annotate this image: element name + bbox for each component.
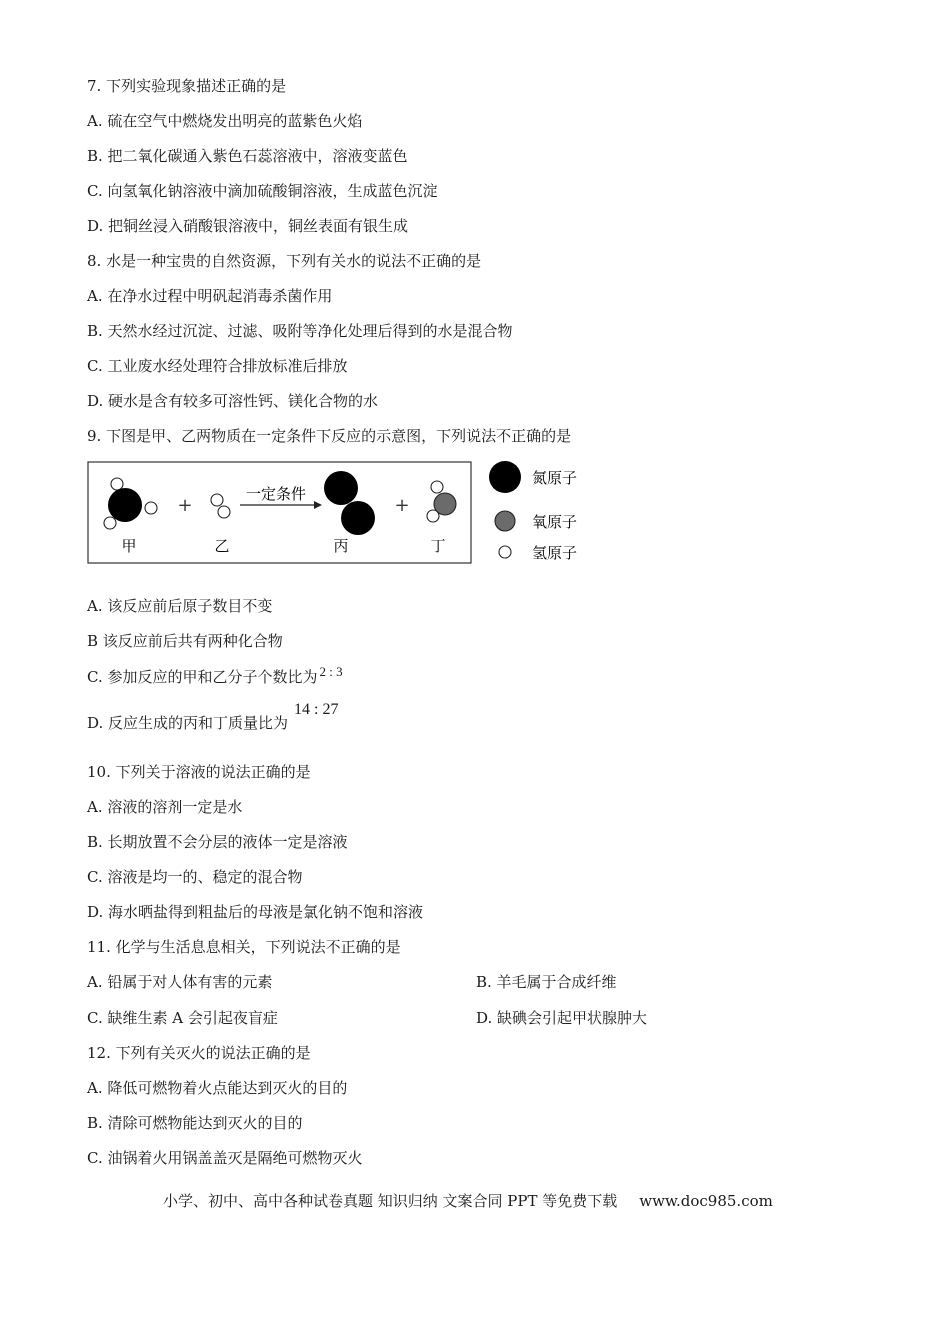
q12-stem: 12. 下列有关灭火的说法正确的是: [87, 1044, 311, 1062]
legend-nitrogen: 氮原子: [532, 469, 578, 487]
molecule-ding: [427, 481, 456, 522]
q12-option-a: A. 降低可燃物着火点能达到灭火的目的: [87, 1079, 348, 1097]
q9-option-a: A. 该反应前后原子数目不变: [87, 597, 273, 615]
q8-stem: 8. 水是一种宝贵的自然资源，下列有关水的说法不正确的是: [87, 252, 482, 270]
hydrogen-atom: [111, 478, 123, 490]
q11-option-c: C. 缺维生素 A 会引起夜盲症: [87, 1009, 278, 1027]
q8-option-d: D. 硬水是含有较多可溶性钙、镁化合物的水: [87, 392, 379, 410]
q12-option-b: B. 清除可燃物能达到灭火的目的: [87, 1114, 303, 1132]
q7-option-b: B. 把二氧化碳通入紫色石蕊溶液中，溶液变蓝色: [87, 147, 408, 165]
plus-sign: +: [394, 495, 410, 516]
nitrogen-atom: [108, 488, 142, 522]
label-bing: 丙: [333, 537, 349, 555]
q9-option-d-text: D. 反应生成的丙和丁质量比为: [87, 714, 289, 732]
q10-stem: 10. 下列关于溶液的说法正确的是: [87, 763, 311, 781]
hydrogen-atom: [218, 506, 230, 518]
oxygen-legend-icon: [495, 511, 515, 531]
q12-option-c: C. 油锅着火用锅盖盖灭是隔绝可燃物灭火: [87, 1149, 363, 1167]
hydrogen-atom: [104, 517, 116, 529]
label-ding: 丁: [430, 537, 446, 555]
q7-option-d: D. 把铜丝浸入硝酸银溶液中，铜丝表面有银生成: [87, 217, 409, 235]
q10-option-a: A. 溶液的溶剂一定是水: [87, 798, 243, 816]
q9-stem: 9. 下图是甲、乙两物质在一定条件下反应的示意图，下列说法不正确的是: [87, 427, 572, 445]
legend-oxygen: 氧原子: [532, 513, 578, 531]
q11-option-b: B. 羊毛属于合成纤维: [476, 973, 617, 991]
molecule-jia: [104, 478, 157, 529]
q7-option-c: C. 向氢氧化钠溶液中滴加硫酸铜溶液，生成蓝色沉淀: [87, 182, 438, 200]
q7-option-a: A. 硫在空气中燃烧发出明亮的蓝紫色火焰: [87, 112, 363, 130]
q8-option-a: A. 在净水过程中明矾起消毒杀菌作用: [87, 287, 333, 305]
q11-option-d: D. 缺碘会引起甲状腺肿大: [476, 1009, 648, 1027]
reaction-diagram: [86, 460, 606, 568]
q11-option-a: A. 铅属于对人体有害的元素: [87, 973, 273, 991]
q9-option-c: [87, 664, 343, 687]
page-footer: [163, 1191, 773, 1211]
hydrogen-atom: [431, 481, 443, 493]
arrow-head-icon: [314, 501, 322, 509]
q9-ratio-c: 2 : 3: [319, 664, 343, 679]
q9-option-c-text: C. 参加反应的甲和乙分子个数比为: [87, 668, 318, 686]
hydrogen-atom: [211, 494, 223, 506]
hydrogen-atom: [145, 502, 157, 514]
q10-option-d: D. 海水晒盐得到粗盐后的母液是氯化钠不饱和溶液: [87, 903, 424, 921]
legend-hydrogen: 氢原子: [532, 544, 578, 562]
nitrogen-atom: [324, 471, 358, 505]
footer-text: 小学、初中、高中各种试卷真题 知识归纳 文案合同 PPT 等免费下载: [163, 1192, 618, 1210]
label-jia: 甲: [121, 537, 137, 555]
q7-stem: 7. 下列实验现象描述正确的是: [87, 77, 287, 95]
footer-url[interactable]: www.doc985.com: [639, 1192, 773, 1210]
q11-stem: 11. 化学与生活息息相关，下列说法不正确的是: [87, 938, 401, 956]
molecule-bing: [324, 471, 375, 535]
hydrogen-legend-icon: [499, 546, 511, 558]
nitrogen-atom: [341, 501, 375, 535]
plus-sign: +: [177, 495, 193, 516]
label-yi: 乙: [214, 537, 230, 555]
q10-option-b: B. 长期放置不会分层的液体一定是溶液: [87, 833, 348, 851]
q9-option-d: [87, 701, 339, 733]
q9-option-b: B 该反应前后共有两种化合物: [87, 632, 283, 650]
q8-option-c: C. 工业废水经处理符合排放标准后排放: [87, 357, 348, 375]
molecule-yi: [211, 494, 230, 518]
hydrogen-atom: [427, 510, 439, 522]
legend: [489, 461, 577, 562]
q10-option-c: C. 溶液是均一的、稳定的混合物: [87, 868, 303, 886]
q8-option-b: B. 天然水经过沉淀、过滤、吸附等净化处理后得到的水是混合物: [87, 322, 513, 340]
diagram-frame: [88, 462, 471, 563]
q9-ratio-d: 14 : 27: [294, 701, 339, 718]
reaction-condition: 一定条件: [245, 485, 307, 503]
nitrogen-legend-icon: [489, 461, 521, 493]
